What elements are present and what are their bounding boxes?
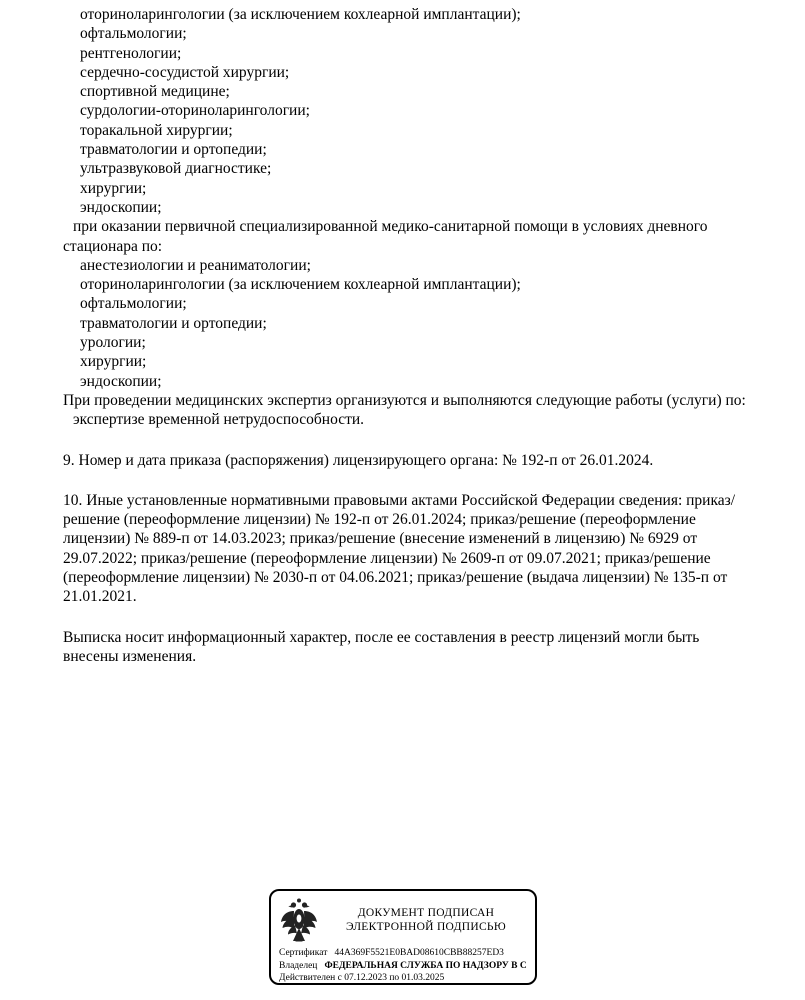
owner-value: ФЕДЕРАЛЬНАЯ СЛУЖБА ПО НАДЗОРУ В С <box>324 960 527 971</box>
list-item: хирургии; <box>80 179 147 197</box>
stamp-owner-row <box>279 960 527 973</box>
list-item: эндоскопии; <box>80 372 162 390</box>
list-item: торакальной хирургии; <box>80 121 233 139</box>
stamp-title-line1: ДОКУМЕНТ ПОДПИСАН <box>357 906 495 919</box>
list-item: оториноларингологии (за исключением кохлеарной имплантации); <box>80 6 521 23</box>
stamp-title-line2: ЭЛЕКТРОННОЙ ПОДПИСЬЮ <box>346 921 506 933</box>
paragraph-spacer <box>63 607 747 628</box>
list-item: травматологии и ортопедии; <box>80 141 267 159</box>
stamp-validity-row <box>279 972 527 985</box>
list-item: эндоскопии; <box>80 198 162 216</box>
paragraph: при оказании первичной специализированной медико-санитарной помощи в условиях дневного стационара по: <box>63 218 708 255</box>
certificate-label: Сертификат <box>279 948 328 958</box>
list-item: офтальмологии; <box>80 25 187 43</box>
list-item: анестезиологии и реаниматологии; <box>80 256 311 274</box>
paragraph: 10. Иные установленные нормативными правовыми актами Российской Федерации сведения: приказ/решение (переоформление лицензии) № 192-п от 26.01.2024; приказ/решение (переоформление лицензии) № 889-п от 14.03.2023; приказ/решение (внесение изменений в лицензию) № 6929 от 29.07.2022; приказ/решение (переоформление лицензии) № 2609-п от 09.07.2021; приказ/решение (переоформление лицензии) № 2030-п от 04.06.2021; приказ/решение (выдача лицензии) № 135-п от 21.01.2021. <box>63 491 736 606</box>
paragraph: При проведении медицинских экспертиз организуются и выполняются следующие работы (услуги) по: <box>63 391 746 409</box>
list-item: урологии; <box>80 334 146 352</box>
list-item: хирургии; <box>80 353 147 371</box>
validity-text: Действителен с 07.12.2023 по 01.03.2025 <box>279 973 445 983</box>
paragraph: Выписка носит информационный характер, после ее составления в реестр лицензий могли быть внесены изменения. <box>63 628 700 665</box>
paragraph-spacer <box>63 470 747 491</box>
paragraph: 9. Номер и дата приказа (распоряжения) лицензирующего органа: № 192-п от 26.01.2024. <box>63 451 654 469</box>
certificate-value: 44A369F5521E0BAD08610CBB88257ED3 <box>334 948 504 958</box>
list-item: оториноларингологии (за исключением кохлеарной имплантации); <box>80 276 521 294</box>
list-item: спортивной медицине; <box>80 83 230 101</box>
stamp-certificate-row <box>279 947 527 960</box>
list-item: травматологии и ортопедии; <box>80 314 267 332</box>
coat-of-arms-icon <box>279 897 319 943</box>
stamp-title <box>329 906 527 935</box>
owner-label: Владелец <box>279 960 318 971</box>
stamp-header <box>279 897 527 943</box>
document-text-block <box>63 5 747 666</box>
paragraph-spacer <box>63 430 747 451</box>
list-item: рентгенологии; <box>80 44 182 62</box>
list-item: ультразвуковой диагностике; <box>80 160 272 178</box>
signature-stamp <box>269 889 537 985</box>
stamp-details <box>279 947 527 985</box>
list-item: сердечно-сосудистой хирургии; <box>80 63 290 81</box>
paragraph: экспертизе временной нетрудоспособности. <box>73 411 365 429</box>
list-item: сурдологии-оториноларингологии; <box>80 102 310 120</box>
list-item: офтальмологии; <box>80 295 187 313</box>
